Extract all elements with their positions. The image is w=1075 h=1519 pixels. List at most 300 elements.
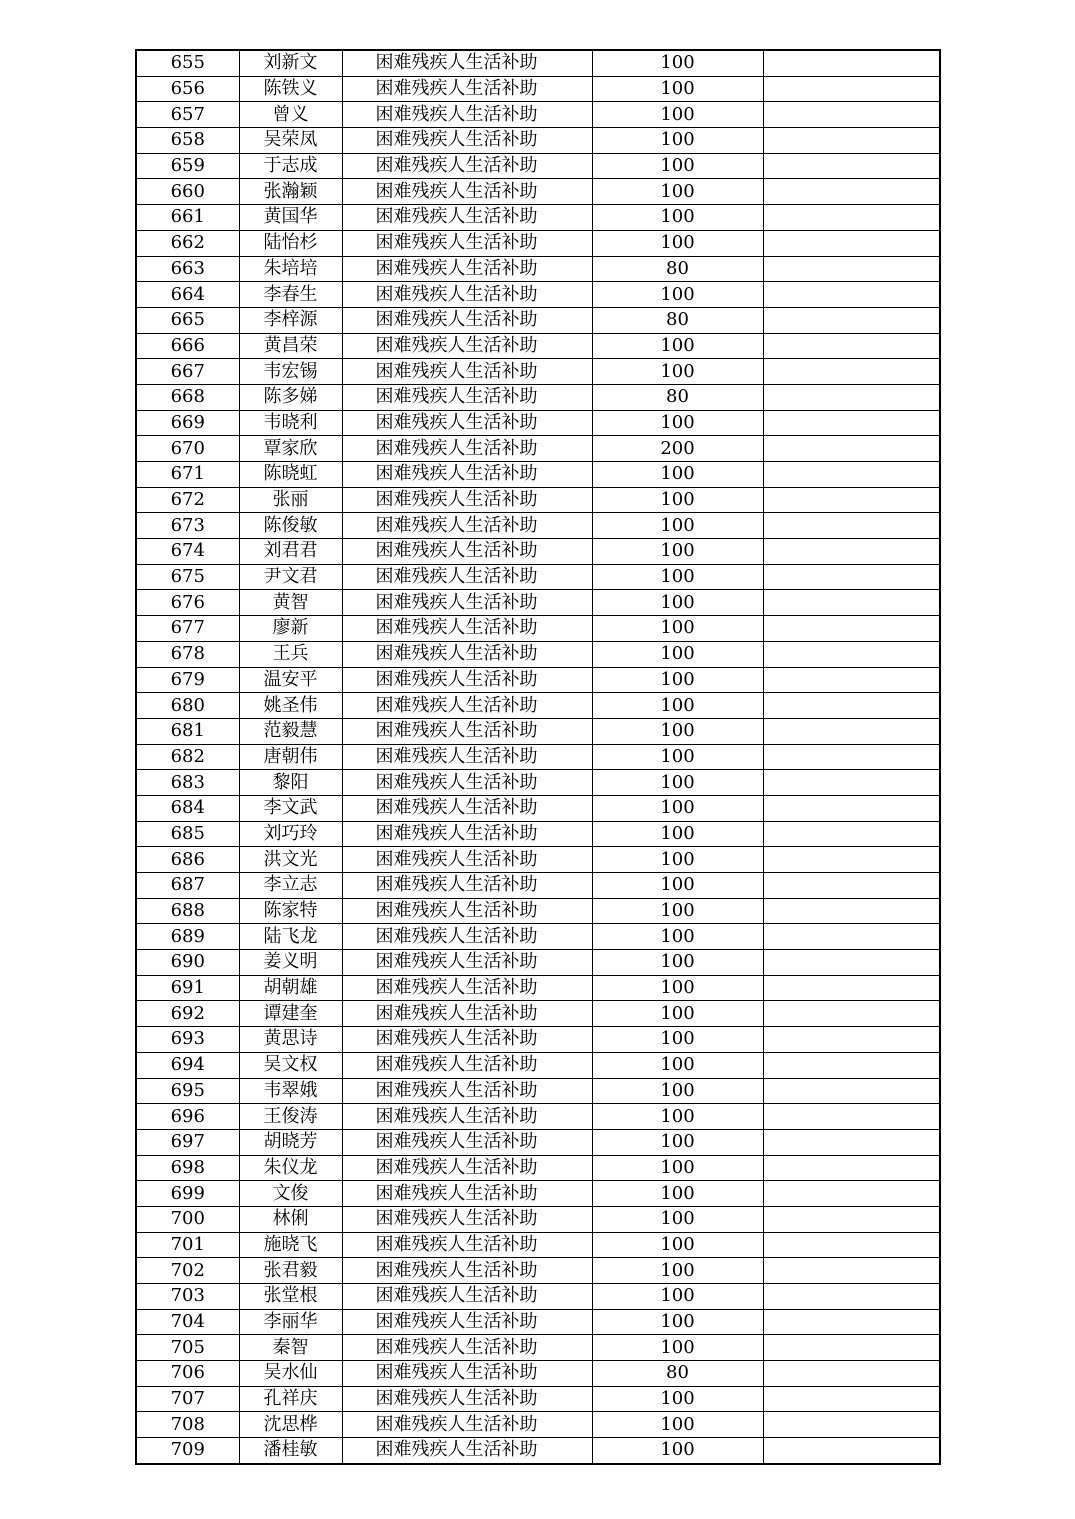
remark-cell [763,436,940,462]
row-number-cell: 688 [136,898,239,924]
subsidy-type-cell: 困难残疾人生活补助 [342,1232,592,1258]
amount-cell: 100 [592,975,763,1001]
amount-cell: 100 [592,1027,763,1053]
amount-cell: 100 [592,616,763,642]
remark-cell [763,1309,940,1335]
subsidy-type-cell: 困难残疾人生活补助 [342,873,592,899]
person-name-cell: 朱仪龙 [239,1155,342,1181]
person-name-cell: 潘桂敏 [239,1438,342,1464]
amount-cell: 100 [592,693,763,719]
table-row [136,744,940,770]
amount-cell: 100 [592,205,763,231]
remark-cell [763,307,940,333]
subsidy-type-cell: 困难残疾人生活补助 [342,1412,592,1438]
amount-cell: 100 [592,873,763,899]
amount-cell: 100 [592,230,763,256]
remark-cell [763,616,940,642]
row-number-cell: 663 [136,256,239,282]
person-name-cell: 张堂根 [239,1284,342,1310]
amount-cell: 80 [592,384,763,410]
row-number-cell: 662 [136,230,239,256]
subsidy-type-cell: 困难残疾人生活补助 [342,847,592,873]
remark-cell [763,513,940,539]
table-row [136,924,940,950]
subsidy-type-cell: 困难残疾人生活补助 [342,76,592,102]
row-number-cell: 705 [136,1335,239,1361]
remark-cell [763,1386,940,1412]
remark-cell [763,898,940,924]
amount-cell: 100 [592,1206,763,1232]
remark-cell [763,975,940,1001]
remark-cell [763,924,940,950]
person-name-cell: 黄智 [239,590,342,616]
table-row [136,307,940,333]
person-name-cell: 廖新 [239,616,342,642]
amount-cell: 100 [592,128,763,154]
amount-cell: 100 [592,539,763,565]
row-number-cell: 682 [136,744,239,770]
row-number-cell: 703 [136,1284,239,1310]
person-name-cell: 韦翠娥 [239,1078,342,1104]
amount-cell: 100 [592,1181,763,1207]
row-number-cell: 693 [136,1027,239,1053]
amount-cell: 100 [592,487,763,513]
row-number-cell: 692 [136,1001,239,1027]
subsidy-type-cell: 困难残疾人生活补助 [342,462,592,488]
person-name-cell: 黄国华 [239,205,342,231]
table-row [136,975,940,1001]
subsidy-type-cell: 困难残疾人生活补助 [342,898,592,924]
table-row [136,410,940,436]
table-row [136,205,940,231]
amount-cell: 100 [592,359,763,385]
row-number-cell: 690 [136,950,239,976]
row-number-cell: 670 [136,436,239,462]
person-name-cell: 黄昌荣 [239,333,342,359]
table-row [136,1181,940,1207]
person-name-cell: 覃家欣 [239,436,342,462]
subsidy-type-cell: 困难残疾人生活补助 [342,1438,592,1464]
row-number-cell: 659 [136,153,239,179]
person-name-cell: 黄思诗 [239,1027,342,1053]
remark-cell [763,1284,940,1310]
table-row [136,1361,940,1387]
table-row [136,1104,940,1130]
remark-cell [763,1001,940,1027]
row-number-cell: 686 [136,847,239,873]
remark-cell [763,667,940,693]
person-name-cell: 林俐 [239,1206,342,1232]
subsidy-type-cell: 困难残疾人生活补助 [342,102,592,128]
row-number-cell: 671 [136,462,239,488]
remark-cell [763,564,940,590]
subsidy-type-cell: 困难残疾人生活补助 [342,513,592,539]
amount-cell: 100 [592,718,763,744]
remark-cell [763,410,940,436]
person-name-cell: 刘巧玲 [239,821,342,847]
remark-cell [763,102,940,128]
amount-cell: 200 [592,436,763,462]
person-name-cell: 张丽 [239,487,342,513]
person-name-cell: 陆怡杉 [239,230,342,256]
row-number-cell: 699 [136,1181,239,1207]
remark-cell [763,256,940,282]
person-name-cell: 李文武 [239,795,342,821]
amount-cell: 100 [592,1155,763,1181]
table-row [136,128,940,154]
subsidy-type-cell: 困难残疾人生活补助 [342,128,592,154]
person-name-cell: 谭建奎 [239,1001,342,1027]
table-row [136,898,940,924]
person-name-cell: 沈思桦 [239,1412,342,1438]
subsidy-type-cell: 困难残疾人生活补助 [342,564,592,590]
subsidy-type-cell: 困难残疾人生活补助 [342,333,592,359]
amount-cell: 80 [592,307,763,333]
table-row [136,1335,940,1361]
table-row [136,873,940,899]
amount-cell: 100 [592,924,763,950]
table-row [136,1258,940,1284]
table-row [136,1078,940,1104]
remark-cell [763,1258,940,1284]
table-row [136,847,940,873]
row-number-cell: 667 [136,359,239,385]
table-row [136,102,940,128]
amount-cell: 100 [592,821,763,847]
remark-cell [763,76,940,102]
remark-cell [763,847,940,873]
table-row [136,950,940,976]
amount-cell: 100 [592,1078,763,1104]
subsidy-type-cell: 困难残疾人生活补助 [342,744,592,770]
table-row [136,487,940,513]
row-number-cell: 666 [136,333,239,359]
table-row [136,539,940,565]
person-name-cell: 李春生 [239,282,342,308]
table-row [136,1438,940,1464]
remark-cell [763,179,940,205]
row-number-cell: 672 [136,487,239,513]
amount-cell: 100 [592,847,763,873]
row-number-cell: 657 [136,102,239,128]
table-row [136,641,940,667]
person-name-cell: 吴水仙 [239,1361,342,1387]
person-name-cell: 胡朝雄 [239,975,342,1001]
remark-cell [763,153,940,179]
row-number-cell: 655 [136,50,239,76]
amount-cell: 100 [592,153,763,179]
person-name-cell: 王兵 [239,641,342,667]
table-row [136,821,940,847]
remark-cell [763,1104,940,1130]
remark-cell [763,873,940,899]
person-name-cell: 李梓源 [239,307,342,333]
person-name-cell: 施晓飞 [239,1232,342,1258]
person-name-cell: 李立志 [239,873,342,899]
row-number-cell: 706 [136,1361,239,1387]
remark-cell [763,821,940,847]
table-row [136,1206,940,1232]
table-row [136,76,940,102]
subsidy-type-cell: 困难残疾人生活补助 [342,1155,592,1181]
remark-cell [763,1027,940,1053]
person-name-cell: 朱培培 [239,256,342,282]
amount-cell: 100 [592,1412,763,1438]
table-row [136,359,940,385]
row-number-cell: 658 [136,128,239,154]
row-number-cell: 673 [136,513,239,539]
subsidy-type-cell: 困难残疾人生活补助 [342,770,592,796]
row-number-cell: 708 [136,1412,239,1438]
subsidy-table [135,49,941,1465]
row-number-cell: 689 [136,924,239,950]
person-name-cell: 文俊 [239,1181,342,1207]
subsidy-type-cell: 困难残疾人生活补助 [342,153,592,179]
subsidy-type-cell: 困难残疾人生活补助 [342,1129,592,1155]
subsidy-type-cell: 困难残疾人生活补助 [342,718,592,744]
row-number-cell: 707 [136,1386,239,1412]
remark-cell [763,590,940,616]
subsidy-type-cell: 困难残疾人生活补助 [342,1309,592,1335]
table-row [136,1284,940,1310]
amount-cell: 100 [592,462,763,488]
remark-cell [763,282,940,308]
row-number-cell: 698 [136,1155,239,1181]
table-row [136,770,940,796]
amount-cell: 100 [592,898,763,924]
subsidy-type-cell: 困难残疾人生活补助 [342,384,592,410]
person-name-cell: 韦晓利 [239,410,342,436]
remark-cell [763,333,940,359]
remark-cell [763,462,940,488]
remark-cell [763,487,940,513]
amount-cell: 100 [592,667,763,693]
person-name-cell: 吴荣凤 [239,128,342,154]
remark-cell [763,1438,940,1464]
row-number-cell: 684 [136,795,239,821]
table-row [136,564,940,590]
table-row [136,795,940,821]
person-name-cell: 张瀚颖 [239,179,342,205]
subsidy-type-cell: 困难残疾人生活补助 [342,590,592,616]
row-number-cell: 683 [136,770,239,796]
subsidy-type-cell: 困难残疾人生活补助 [342,667,592,693]
table-row [136,230,940,256]
person-name-cell: 陈俊敏 [239,513,342,539]
table-row [136,1155,940,1181]
amount-cell: 100 [592,1386,763,1412]
subsidy-type-cell: 困难残疾人生活补助 [342,1001,592,1027]
person-name-cell: 陈家特 [239,898,342,924]
amount-cell: 100 [592,1438,763,1464]
table-row [136,1052,940,1078]
table-row [136,50,940,76]
amount-cell: 100 [592,282,763,308]
table-row [136,667,940,693]
amount-cell: 100 [592,513,763,539]
amount-cell: 100 [592,333,763,359]
remark-cell [763,1129,940,1155]
subsidy-type-cell: 困难残疾人生活补助 [342,1206,592,1232]
amount-cell: 100 [592,590,763,616]
remark-cell [763,1361,940,1387]
table-row [136,1232,940,1258]
remark-cell [763,1335,940,1361]
person-name-cell: 李丽华 [239,1309,342,1335]
row-number-cell: 660 [136,179,239,205]
table-row [136,282,940,308]
row-number-cell: 665 [136,307,239,333]
subsidy-type-cell: 困难残疾人生活补助 [342,1386,592,1412]
person-name-cell: 秦智 [239,1335,342,1361]
amount-cell: 100 [592,744,763,770]
amount-cell: 80 [592,256,763,282]
remark-cell [763,795,940,821]
row-number-cell: 664 [136,282,239,308]
person-name-cell: 尹文君 [239,564,342,590]
amount-cell: 100 [592,795,763,821]
remark-cell [763,539,940,565]
row-number-cell: 700 [136,1206,239,1232]
row-number-cell: 674 [136,539,239,565]
row-number-cell: 679 [136,667,239,693]
row-number-cell: 668 [136,384,239,410]
remark-cell [763,1052,940,1078]
table-row [136,718,940,744]
row-number-cell: 696 [136,1104,239,1130]
row-number-cell: 687 [136,873,239,899]
remark-cell [763,205,940,231]
remark-cell [763,50,940,76]
subsidy-type-cell: 困难残疾人生活补助 [342,1258,592,1284]
row-number-cell: 678 [136,641,239,667]
row-number-cell: 694 [136,1052,239,1078]
person-name-cell: 陈晓虹 [239,462,342,488]
subsidy-type-cell: 困难残疾人生活补助 [342,230,592,256]
amount-cell: 100 [592,1232,763,1258]
subsidy-type-cell: 困难残疾人生活补助 [342,1335,592,1361]
table-row [136,333,940,359]
table-row [136,1001,940,1027]
amount-cell: 100 [592,1001,763,1027]
row-number-cell: 675 [136,564,239,590]
person-name-cell: 王俊涛 [239,1104,342,1130]
subsidy-type-cell: 困难残疾人生活补助 [342,539,592,565]
remark-cell [763,718,940,744]
table-row [136,693,940,719]
person-name-cell: 张君毅 [239,1258,342,1284]
table-row [136,153,940,179]
person-name-cell: 韦宏锡 [239,359,342,385]
table-row [136,462,940,488]
row-number-cell: 661 [136,205,239,231]
remark-cell [763,1181,940,1207]
subsidy-type-cell: 困难残疾人生活补助 [342,487,592,513]
person-name-cell: 胡晓芳 [239,1129,342,1155]
subsidy-type-cell: 困难残疾人生活补助 [342,256,592,282]
subsidy-table-body [136,50,940,1464]
remark-cell [763,744,940,770]
subsidy-type-cell: 困难残疾人生活补助 [342,282,592,308]
remark-cell [763,1412,940,1438]
table-row [136,1129,940,1155]
person-name-cell: 孔祥庆 [239,1386,342,1412]
row-number-cell: 656 [136,76,239,102]
person-name-cell: 洪文光 [239,847,342,873]
remark-cell [763,128,940,154]
amount-cell: 100 [592,50,763,76]
person-name-cell: 唐朝伟 [239,744,342,770]
amount-cell: 100 [592,410,763,436]
table-row [136,179,940,205]
person-name-cell: 刘新文 [239,50,342,76]
remark-cell [763,770,940,796]
row-number-cell: 669 [136,410,239,436]
amount-cell: 100 [592,179,763,205]
subsidy-type-cell: 困难残疾人生活补助 [342,1361,592,1387]
table-row [136,590,940,616]
table-row [136,256,940,282]
person-name-cell: 陆飞龙 [239,924,342,950]
row-number-cell: 691 [136,975,239,1001]
amount-cell: 100 [592,641,763,667]
row-number-cell: 681 [136,718,239,744]
row-number-cell: 709 [136,1438,239,1464]
amount-cell: 100 [592,564,763,590]
subsidy-type-cell: 困难残疾人生活补助 [342,795,592,821]
table-row [136,1386,940,1412]
row-number-cell: 685 [136,821,239,847]
row-number-cell: 695 [136,1078,239,1104]
table-row [136,513,940,539]
row-number-cell: 702 [136,1258,239,1284]
subsidy-type-cell: 困难残疾人生活补助 [342,1052,592,1078]
person-name-cell: 陈铁义 [239,76,342,102]
subsidy-type-cell: 困难残疾人生活补助 [342,1284,592,1310]
amount-cell: 100 [592,1052,763,1078]
remark-cell [763,641,940,667]
person-name-cell: 黎阳 [239,770,342,796]
person-name-cell: 姜义明 [239,950,342,976]
subsidy-type-cell: 困难残疾人生活补助 [342,924,592,950]
person-name-cell: 陈多娣 [239,384,342,410]
amount-cell: 100 [592,950,763,976]
subsidy-type-cell: 困难残疾人生活补助 [342,1078,592,1104]
amount-cell: 100 [592,1258,763,1284]
subsidy-type-cell: 困难残疾人生活补助 [342,359,592,385]
subsidy-type-cell: 困难残疾人生活补助 [342,1181,592,1207]
remark-cell [763,1232,940,1258]
subsidy-type-cell: 困难残疾人生活补助 [342,50,592,76]
amount-cell: 100 [592,1335,763,1361]
subsidy-type-cell: 困难残疾人生活补助 [342,179,592,205]
row-number-cell: 701 [136,1232,239,1258]
subsidy-type-cell: 困难残疾人生活补助 [342,975,592,1001]
row-number-cell: 677 [136,616,239,642]
amount-cell: 100 [592,1104,763,1130]
person-name-cell: 温安平 [239,667,342,693]
subsidy-type-cell: 困难残疾人生活补助 [342,436,592,462]
row-number-cell: 680 [136,693,239,719]
person-name-cell: 姚圣伟 [239,693,342,719]
remark-cell [763,1078,940,1104]
remark-cell [763,693,940,719]
subsidy-type-cell: 困难残疾人生活补助 [342,205,592,231]
amount-cell: 100 [592,1309,763,1335]
remark-cell [763,384,940,410]
table-row [136,436,940,462]
remark-cell [763,359,940,385]
